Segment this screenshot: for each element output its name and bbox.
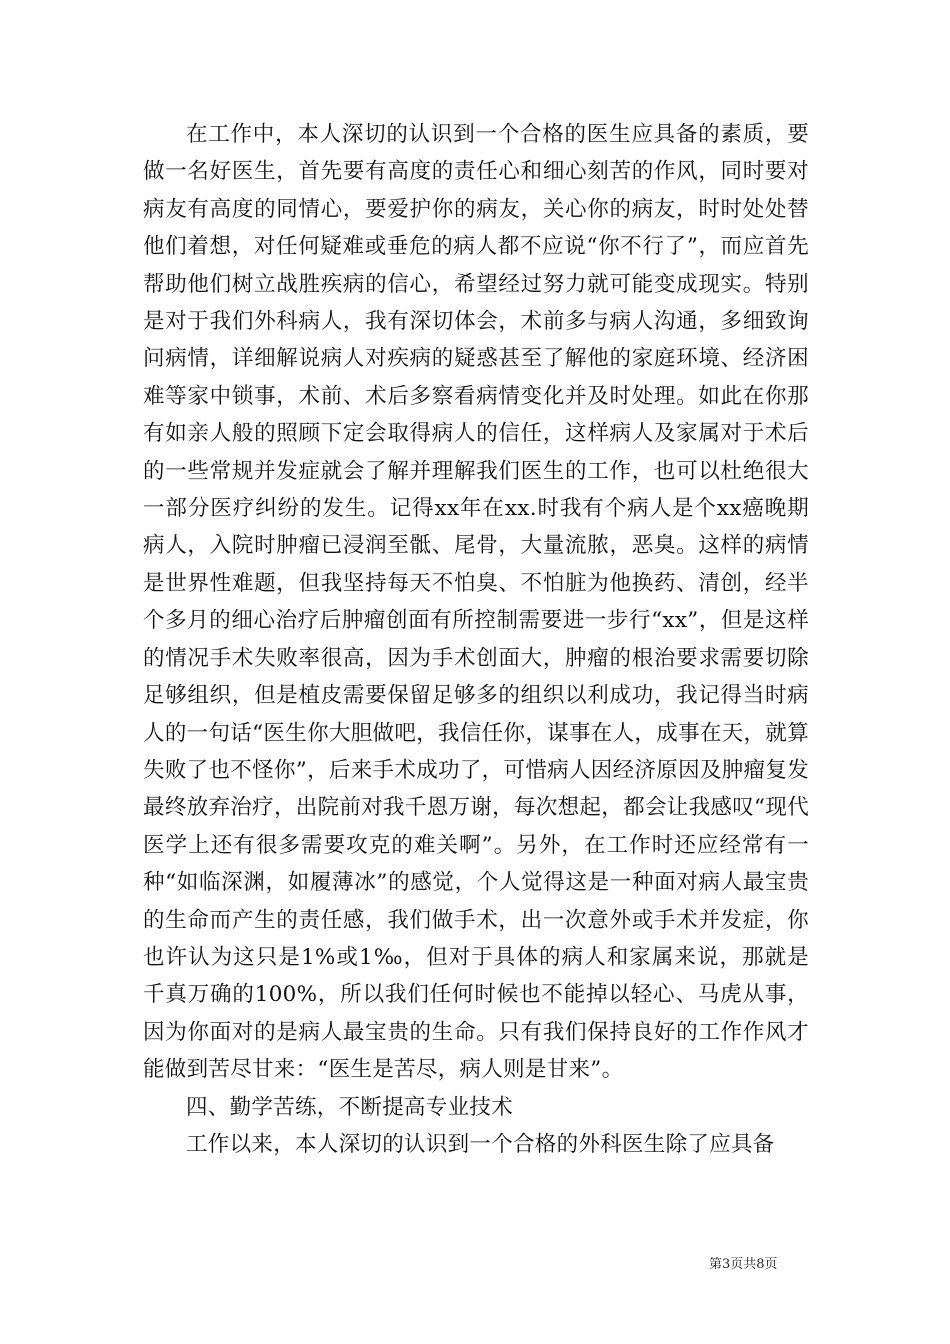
page-number-footer: 第3页共8页 <box>709 1257 778 1272</box>
document-body <box>143 116 809 1163</box>
section-heading: 四、勤学苦练，不断提高专业技术 <box>186 1094 514 1120</box>
body-paragraph: 工作以来，本人深切的认识到一个合格的外科医生除了应具备 <box>186 1131 775 1157</box>
body-paragraph: 在工作中，本人深切的认识到一个合格的医生应具备的素质，要做一名好医生，首先要有高度的责任心和细心刻苦的作风，同时要对病友有高度的同情心，要爱护你的病友，关心你的病友，时时处处替他们着想，对任何疑难或垂危的病人都不应说“你不行了”，而应首先帮助他们树立战胜疾病的信心，希望经过努力就可能变成现实。特别是对于我们外科病人，我有深切体会，术前多与病人沟通，多细致询问病情，详细解说病人对疾病的疑惑甚至了解他的家庭环境、经济困难等家中锁事，术前、术后多察看病情变化并及时处理。如此在你那有如亲人般的照顾下定会取得病人的信任，这样病人及家属对于术后的一些常规并发症就会了解并理解我们医生的工作，也可以杜绝很大一部分医疗纠纷的发生。记得xx年在xx.时我有个病人是个xx癌晚期病人，入院时肿瘤已浸润至骶、尾骨，大量流脓，恶臭。这样的病情是世界性难题，但我坚持每天不怕臭、不怕脏为他换药、清创，经半个多月的细心治疗后肿瘤创面有所控制需要进一步行“xx”，但是这样的情况手术失败率很高，因为手术创面大，肿瘤的根治要求需要切除足够组织，但是植皮需要保留足够多的组织以利成功，我记得当时病人的一句话“医生你大胆做吧，我信任你，谋事在人，成事在天，就算失败了也不怪你”，后来手术成功了，可惜病人因经济原因及肿瘤复发最终放弃治疗，出院前对我千恩万谢，每次想起，都会让我感叹“现代医学上还有很多需要攻克的难关啊”。另外，在工作时还应经常有一种“如临深渊，如履薄冰”的感觉，个人觉得这是一种面对病人最宝贵的生命而产生的责任感，我们做手术，出一次意外或手术并发症，你也许认为这只是1%或1‰，但对于具体的病人和家属来说，那就是千真万确的100%，所以我们任何时候也不能掉以轻心、马虎从事，因为你面对的是病人最宝贵的生命。只有我们保持良好的工作作风才能做到苦尽甘来：“医生是苦尽，病人则是甘来”。 <box>143 122 809 1083</box>
